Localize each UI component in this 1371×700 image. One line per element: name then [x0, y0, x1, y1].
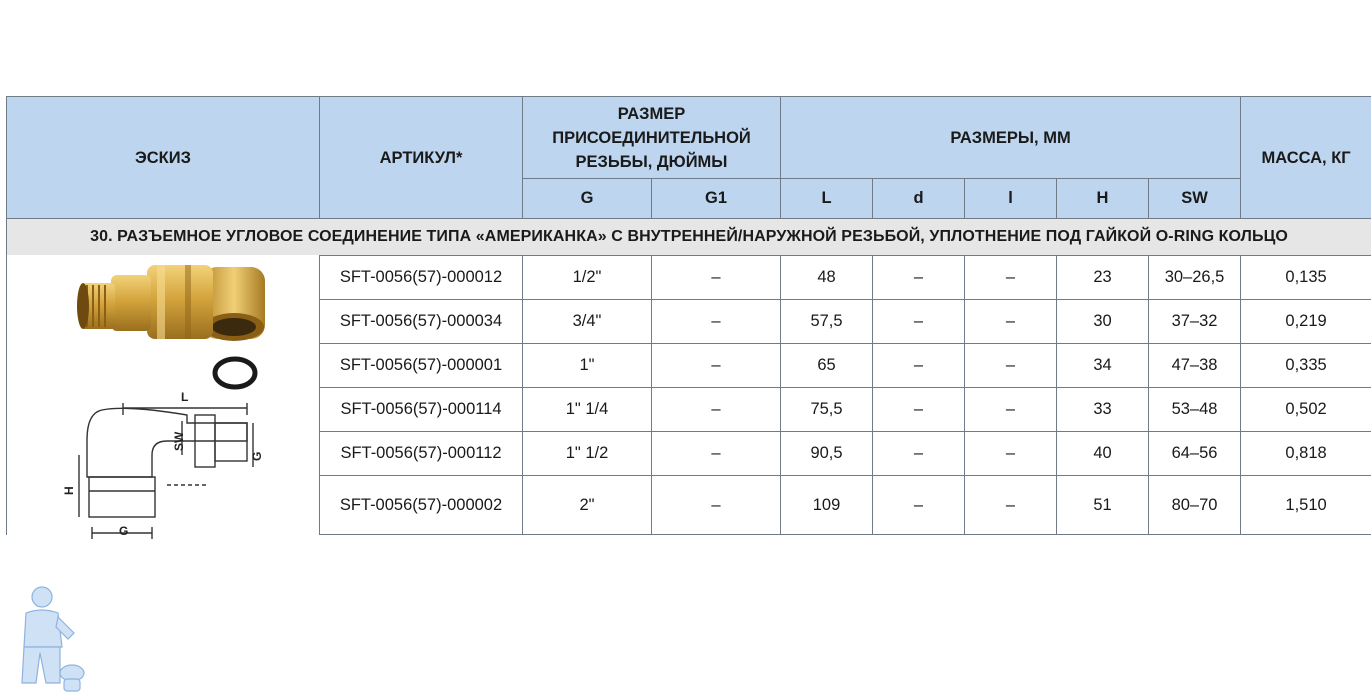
cell-l: 90,5: [781, 432, 873, 476]
header-d: d: [873, 179, 965, 219]
cell-h: 34: [1057, 344, 1149, 388]
cell-mass: 0,219: [1241, 300, 1371, 344]
cell-h: 33: [1057, 388, 1149, 432]
header-l-small: l: [965, 179, 1057, 219]
cell-g1: –: [652, 432, 781, 476]
drawing-label-g-bottom: G: [119, 524, 129, 538]
header-dimensions: РАЗМЕРЫ, ММ: [781, 97, 1241, 179]
cell-sw: 47–38: [1149, 344, 1241, 388]
cell-sw: 80–70: [1149, 476, 1241, 535]
cell-sw: 53–48: [1149, 388, 1241, 432]
product-sketch: [7, 255, 319, 539]
cell-g1: –: [652, 388, 781, 432]
cell-article: SFT-0056(57)-000034: [320, 300, 523, 344]
cell-h: 30: [1057, 300, 1149, 344]
cell-d: –: [873, 300, 965, 344]
cell-l: –: [965, 300, 1057, 344]
cell-h: 40: [1057, 432, 1149, 476]
cell-sw: 64–56: [1149, 432, 1241, 476]
cell-d: –: [873, 476, 965, 535]
cell-d: –: [873, 344, 965, 388]
cell-g: 1/2": [523, 256, 652, 300]
header-thread-size: РАЗМЕР ПРИСОЕДИНИТЕЛЬНОЙ РЕЗЬБЫ, ДЮЙМЫ: [523, 97, 781, 179]
plumber-logo: [10, 583, 86, 695]
cell-sw: 30–26,5: [1149, 256, 1241, 300]
cell-article: SFT-0056(57)-000114: [320, 388, 523, 432]
cell-g: 1": [523, 344, 652, 388]
cell-l: 109: [781, 476, 873, 535]
cell-l: 57,5: [781, 300, 873, 344]
cell-h: 23: [1057, 256, 1149, 300]
cell-d: –: [873, 388, 965, 432]
drawing-label-l: L: [181, 390, 189, 404]
o-ring: [215, 359, 255, 387]
fitting-photo: [77, 265, 265, 341]
drawing-label-h: H: [62, 486, 76, 495]
cell-mass: 0,135: [1241, 256, 1371, 300]
cell-l: –: [965, 344, 1057, 388]
cell-article: SFT-0056(57)-000002: [320, 476, 523, 535]
cell-mass: 1,510: [1241, 476, 1371, 535]
header-g1: G1: [652, 179, 781, 219]
cell-article: SFT-0056(57)-000112: [320, 432, 523, 476]
header-h: H: [1057, 179, 1149, 219]
fitting-illustration: [7, 255, 319, 539]
cell-l: –: [965, 388, 1057, 432]
drawing-label-sw: SW: [172, 431, 186, 451]
cell-mass: 0,335: [1241, 344, 1371, 388]
header-mass: МАССА, КГ: [1241, 97, 1371, 219]
cell-l: –: [965, 432, 1057, 476]
cell-mass: 0,502: [1241, 388, 1371, 432]
drawing-label-g-right: G: [250, 451, 264, 461]
cell-article: SFT-0056(57)-000012: [320, 256, 523, 300]
cell-l: 75,5: [781, 388, 873, 432]
cell-g: 1" 1/2: [523, 432, 652, 476]
technical-drawing: [79, 403, 253, 539]
cell-g: 1" 1/4: [523, 388, 652, 432]
cell-mass: 0,818: [1241, 432, 1371, 476]
cell-d: –: [873, 256, 965, 300]
cell-l: –: [965, 476, 1057, 535]
header-sketch: ЭСКИЗ: [7, 97, 320, 219]
cell-d: –: [873, 432, 965, 476]
cell-sw: 37–32: [1149, 300, 1241, 344]
cell-g1: –: [652, 476, 781, 535]
cell-g1: –: [652, 300, 781, 344]
header-article: АРТИКУЛ*: [320, 97, 523, 219]
cell-h: 51: [1057, 476, 1149, 535]
cell-g: 2": [523, 476, 652, 535]
header-g: G: [523, 179, 652, 219]
section-title: 30. РАЗЪЕМНОЕ УГЛОВОЕ СОЕДИНЕНИЕ ТИПА «АМЕРИКАНКА» С ВНУТРЕННЕЙ/НАРУЖНОЙ РЕЗЬБОЙ, УПЛОТНЕНИЕ ПОД ГАЙКОЙ O-RING КОЛЬЦО: [7, 219, 1371, 256]
cell-l: 48: [781, 256, 873, 300]
cell-l: 65: [781, 344, 873, 388]
cell-g: 3/4": [523, 300, 652, 344]
cell-article: SFT-0056(57)-000001: [320, 344, 523, 388]
cell-g1: –: [652, 256, 781, 300]
header-l: L: [781, 179, 873, 219]
cell-g1: –: [652, 344, 781, 388]
header-sw: SW: [1149, 179, 1241, 219]
cell-l: –: [965, 256, 1057, 300]
